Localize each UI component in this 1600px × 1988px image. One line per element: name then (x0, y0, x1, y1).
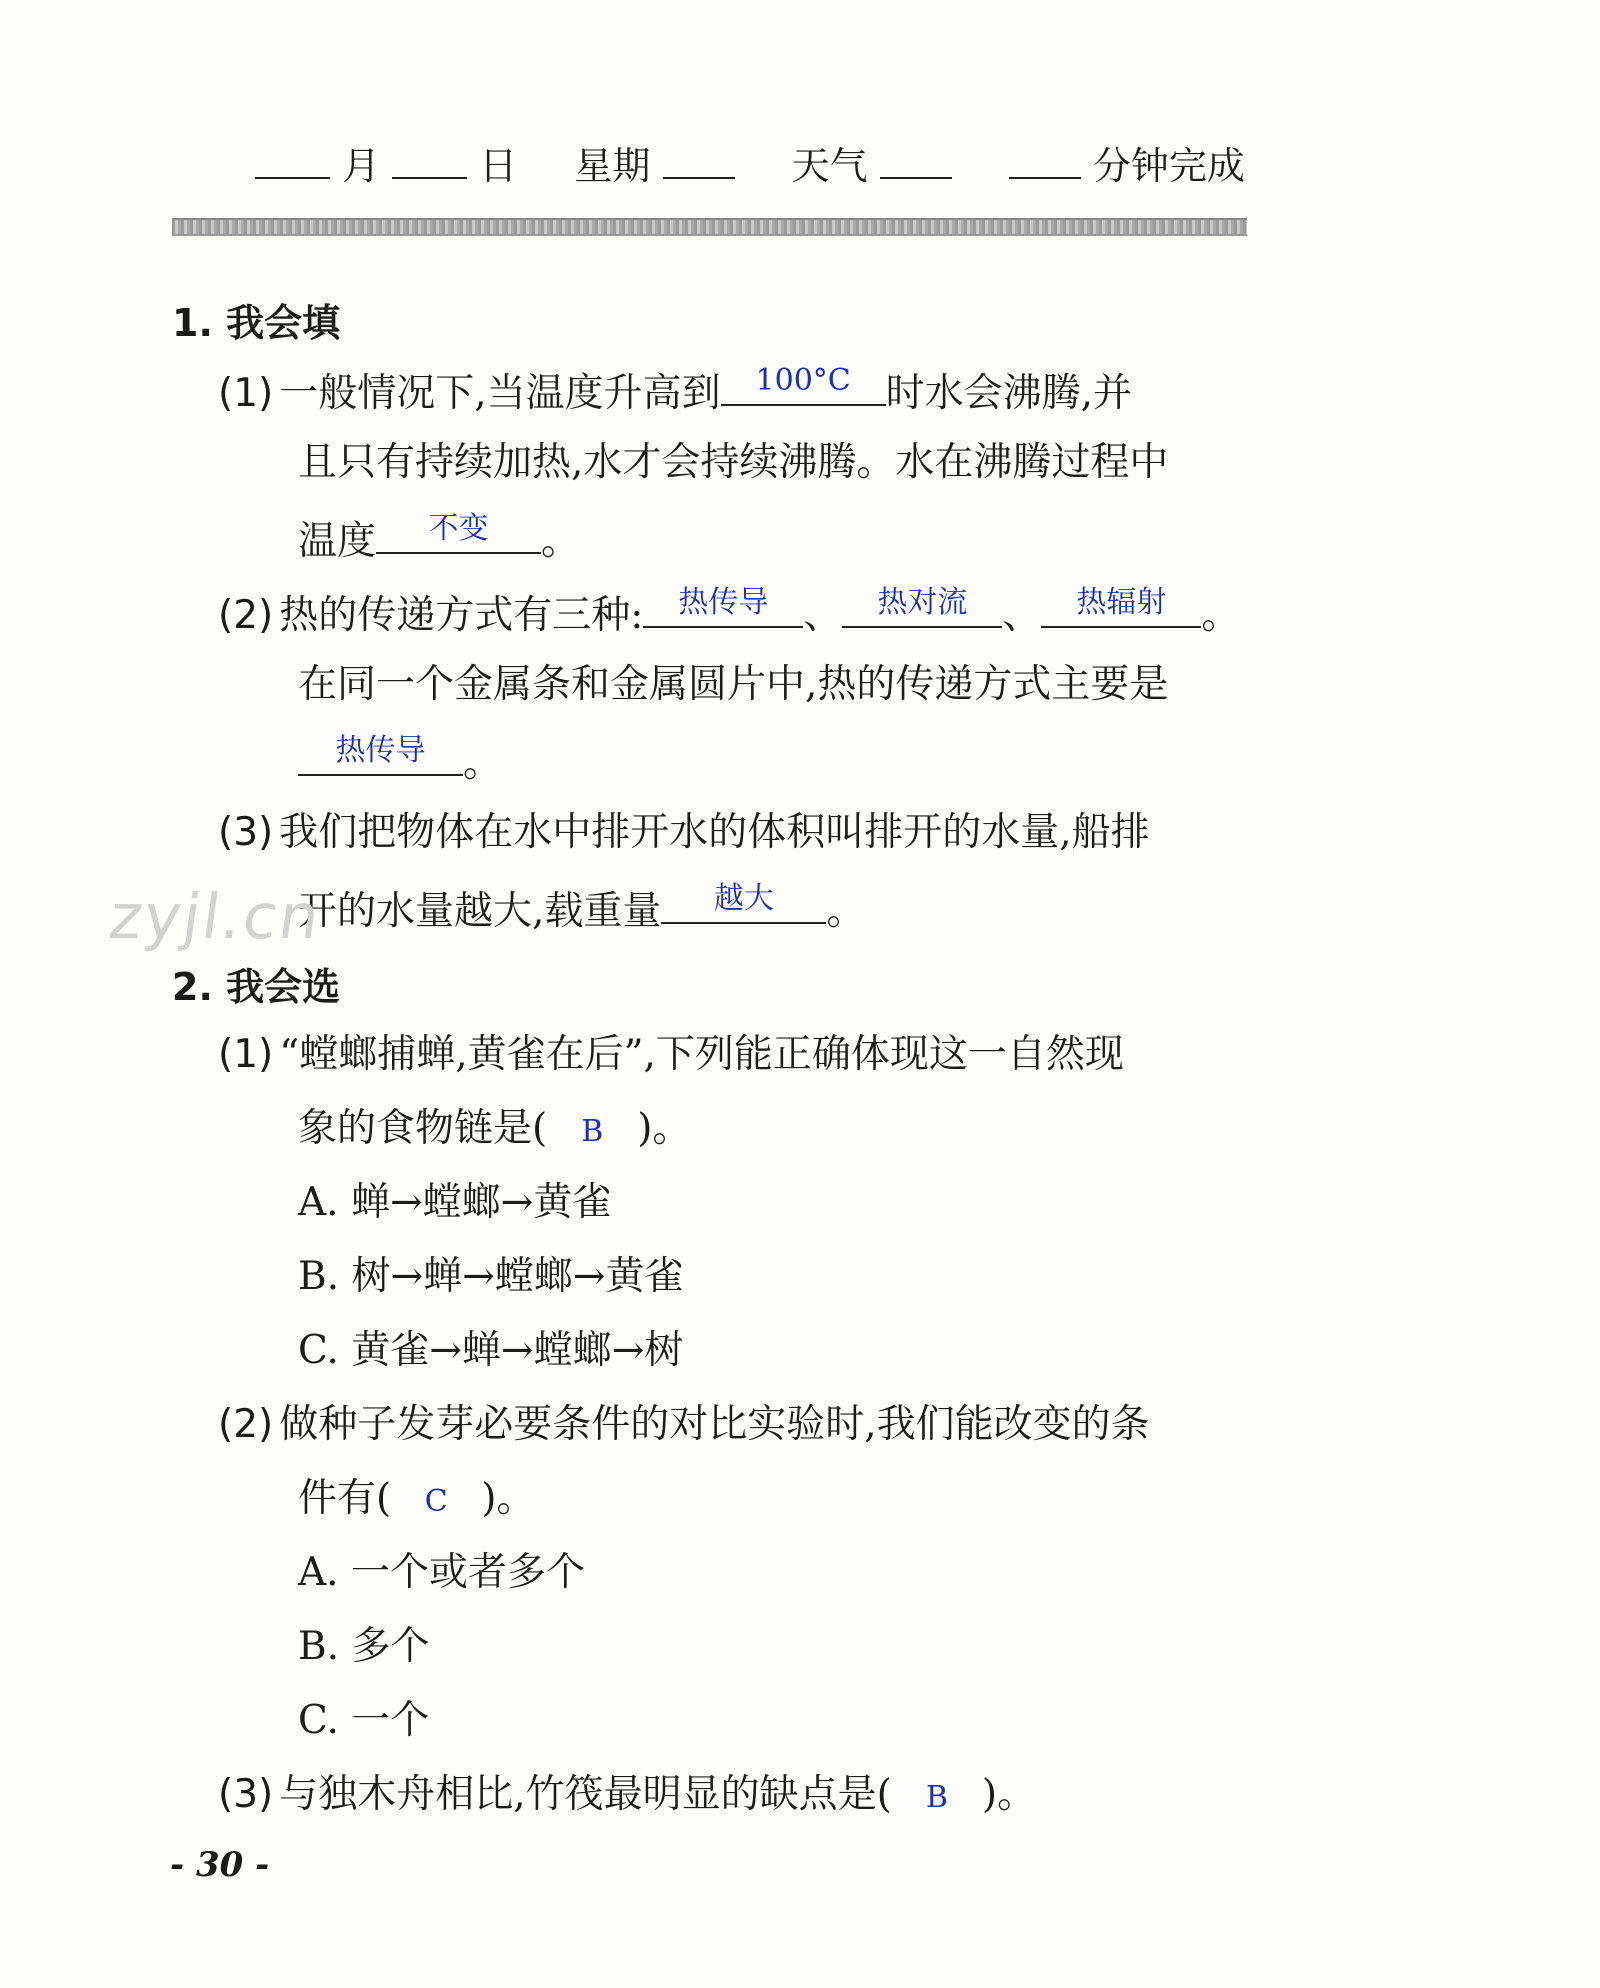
q1-3-number: (3) (218, 810, 274, 855)
q1-2-end-a: 。 (1201, 593, 1241, 638)
section1-title: 1. 我会填 (172, 301, 341, 345)
month-label: 月 (342, 144, 381, 188)
q2-1-text-b: )。 (637, 1106, 692, 1151)
q2-2-number: (2) (218, 1402, 274, 1447)
q1-1-line1 (218, 364, 1132, 419)
answer-raft-drawback[interactable]: B (925, 1780, 948, 1815)
q2-2-text: 做种子发芽必要条件的对比实验时,我们能改变的条 (279, 1402, 1150, 1447)
q2-1-option-a: A. 蝉→螳螂→黄雀 (298, 1180, 612, 1225)
q1-3-end: 。 (826, 889, 866, 934)
minutes-blank[interactable] (1009, 143, 1081, 179)
q2-2-option-c: C. 一个 (298, 1698, 430, 1743)
date-header (255, 135, 1255, 195)
q1-3-text: 我们把物体在水中排开水的体积叫排开的水量,船排 (279, 810, 1150, 855)
q2-3-text-a: 与独木舟相比,竹筏最明显的缺点是( (279, 1772, 892, 1817)
weekday-label: 星期 (574, 144, 651, 188)
q1-2-line3 (298, 734, 502, 789)
q1-1-text-b: 时水会沸腾,并 (885, 371, 1133, 416)
weather-blank[interactable] (880, 143, 952, 179)
q2-2-text-b: )。 (481, 1476, 536, 1521)
q1-2-line1 (218, 586, 1240, 641)
q2-1-line1 (218, 1030, 1124, 1080)
q1-2-sep2: 、 (1002, 593, 1042, 638)
q2-1-option-b: B. 树→蝉→螳螂→黄雀 (298, 1254, 684, 1299)
q2-1-text-a: 象的食物链是( (298, 1106, 548, 1151)
answer-heat-1: 热传导 (678, 585, 769, 620)
q1-2-text: 热的传递方式有三种: (279, 593, 644, 638)
q2-1-text: “螳螂捕蝉,黄雀在后”,下列能正确体现这一自然现 (279, 1032, 1124, 1077)
q1-2-number: (2) (218, 593, 274, 638)
day-label: 日 (479, 144, 518, 188)
answer-load: 越大 (713, 881, 774, 916)
answer-heat-3: 热辐射 (1076, 585, 1167, 620)
q1-1-line2: 且只有持续加热,水才会持续沸腾。水在沸腾过程中 (298, 440, 1169, 485)
fill-temperature[interactable] (376, 512, 541, 554)
day-blank[interactable] (392, 143, 467, 179)
answer-boiling-point: 100°C (755, 363, 851, 398)
fill-heat-2[interactable] (842, 586, 1002, 628)
q2-2-line1 (218, 1400, 1150, 1450)
q1-1-text: 一般情况下,当温度升高到 (279, 371, 721, 416)
answer-food-chain[interactable]: B (581, 1114, 604, 1149)
fill-boiling-point[interactable] (721, 364, 886, 406)
q2-1-line2 (298, 1104, 691, 1157)
q1-3-line2 (298, 882, 865, 937)
q2-2-text-a: 件有( (298, 1476, 392, 1521)
answer-heat-2: 热对流 (877, 585, 968, 620)
q1-2-end-b: 。 (463, 741, 503, 786)
q1-3-line1 (218, 808, 1150, 858)
weather-label: 天气 (791, 144, 868, 188)
q1-1-text-c: 温度 (298, 519, 377, 564)
q2-3-number: (3) (218, 1772, 274, 1817)
answer-heat-main: 热传导 (335, 733, 426, 768)
q2-2-option-a: A. 一个或者多个 (298, 1550, 585, 1595)
header-divider (172, 218, 1247, 236)
section2-title: 2. 我会选 (172, 965, 341, 1009)
fill-heat-1[interactable] (643, 586, 803, 628)
q2-2-option-b: B. 多个 (298, 1624, 430, 1669)
q1-3-text-a: 开的水量越大,载重量 (298, 889, 662, 934)
answer-temperature: 不变 (428, 511, 489, 546)
q1-1-end: 。 (541, 519, 581, 564)
weekday-blank[interactable] (663, 143, 735, 179)
q1-1-line3 (298, 512, 580, 567)
fill-heat-3[interactable] (1041, 586, 1201, 628)
q2-1-option-c: C. 黄雀→蝉→螳螂→树 (298, 1328, 684, 1373)
fill-load[interactable] (661, 882, 826, 924)
q1-1-number: (1) (218, 371, 274, 416)
q1-2-sep1: 、 (803, 593, 843, 638)
page-number: - 30 - (170, 1845, 270, 1885)
q1-2-line2: 在同一个金属条和金属圆片中,热的传递方式主要是 (298, 662, 1169, 707)
q2-2-line2 (298, 1474, 535, 1527)
minutes-label: 分钟完成 (1092, 144, 1245, 188)
q2-3-text-b: )。 (981, 1772, 1037, 1817)
watermark: zyjl.cn (104, 880, 326, 953)
month-blank[interactable] (255, 143, 330, 179)
answer-seed-conditions[interactable]: C (424, 1484, 448, 1519)
q2-3-line1 (218, 1770, 1036, 1823)
fill-heat-main[interactable] (298, 734, 463, 776)
q2-1-number: (1) (218, 1032, 274, 1077)
